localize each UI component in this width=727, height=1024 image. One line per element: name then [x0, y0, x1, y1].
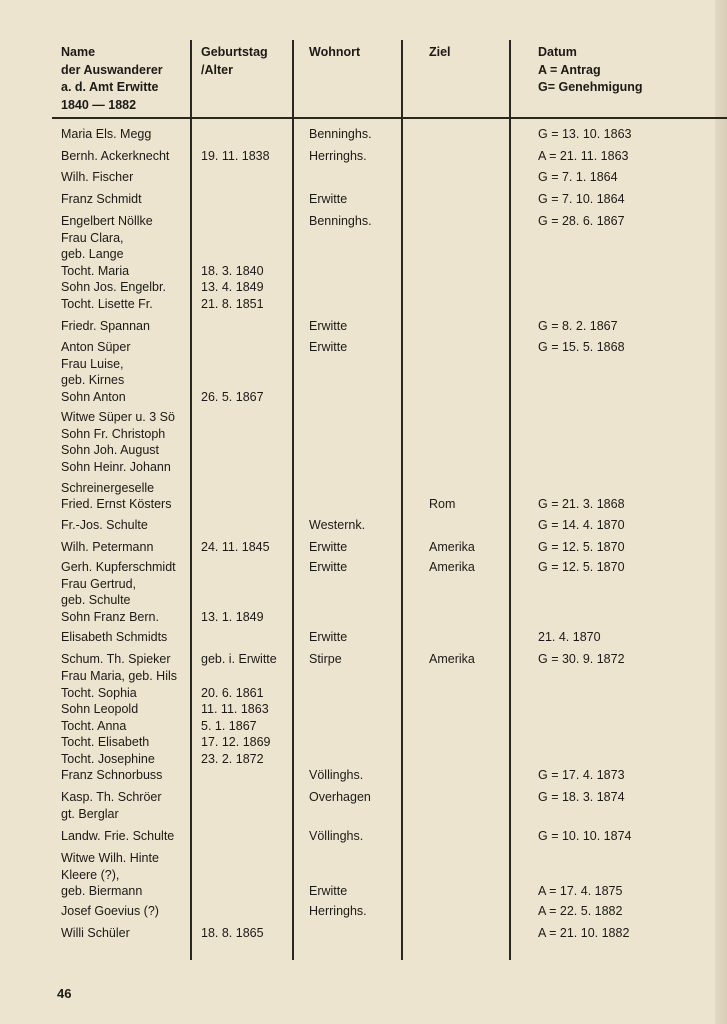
cell-datum: G = 12. 5. 1870	[538, 560, 625, 574]
cell-datum: G = 28. 6. 1867	[538, 214, 625, 228]
cell-name: Engelbert Nöllke	[61, 214, 153, 228]
cell-name: Sohn Leopold	[61, 702, 139, 716]
cell-name: Sohn Jos. Engelbr.	[61, 280, 166, 294]
cell-name: Gerh. Kupferschmidt	[61, 560, 176, 574]
cell-datum: A = 21. 10. 1882	[538, 926, 630, 940]
cell-wohnort: Erwitte	[309, 319, 348, 333]
cell-datum: G = 12. 5. 1870	[538, 540, 625, 554]
cell-name: Friedr. Spannan	[61, 319, 150, 333]
cell-wohnort: Erwitte	[309, 560, 348, 574]
cell-name: Frau Maria, geb. Hils	[61, 669, 178, 683]
cell-datum: G = 18. 3. 1874	[538, 790, 625, 804]
cell-geb: 11. 11. 1863	[201, 702, 269, 716]
cell-datum: G = 7. 1. 1864	[538, 170, 618, 184]
cell-datum: G = 8. 2. 1867	[538, 319, 618, 333]
cell-name: Tocht. Josephine	[61, 752, 155, 766]
cell-geb: 20. 6. 1861	[201, 686, 264, 700]
cell-name: Frau Luise,	[61, 357, 124, 371]
cell-geb: 21. 8. 1851	[201, 297, 264, 311]
cell-name: geb. Biermann	[61, 884, 143, 898]
cell-datum: A = 17. 4. 1875	[538, 884, 623, 898]
cell-datum: G = 7. 10. 1864	[538, 192, 625, 206]
cell-wohnort: Benninghs.	[309, 127, 372, 141]
cell-name: Maria Els. Megg	[61, 127, 152, 141]
cell-geb: 18. 3. 1840	[201, 264, 264, 278]
cell-name: Sohn Heinr. Johann	[61, 460, 171, 474]
cell-name: Bernh. Ackerknecht	[61, 149, 170, 163]
cell-name: Sohn Fr. Christoph	[61, 427, 166, 441]
cell-geb: 23. 2. 1872	[201, 752, 264, 766]
cell-name: Kasp. Th. Schröer	[61, 790, 162, 804]
cell-name: Frau Clara,	[61, 231, 124, 245]
cell-name: Elisabeth Schmidts	[61, 630, 168, 644]
cell-wohnort: Erwitte	[309, 630, 348, 644]
cell-datum: A = 21. 11. 1863	[538, 149, 629, 163]
cell-name: Tocht. Maria	[61, 264, 130, 278]
cell-wohnort: Herringhs.	[309, 904, 367, 918]
cell-name: geb. Schulte	[61, 593, 131, 607]
cell-name: Sohn Franz Bern.	[61, 610, 159, 624]
cell-wohnort: Westernk.	[309, 518, 366, 532]
cell-name: geb. Lange	[61, 247, 124, 261]
cell-name: Tocht. Elisabeth	[61, 735, 150, 749]
cell-geb: geb. i. Erwitte	[201, 652, 277, 666]
cell-name: Franz Schmidt	[61, 192, 142, 206]
cell-geb: 18. 8. 1865	[201, 926, 264, 940]
cell-wohnort: Völlinghs.	[309, 768, 364, 782]
cell-name: Frau Gertrud,	[61, 577, 137, 591]
cell-name: Tocht. Lisette Fr.	[61, 297, 153, 311]
cell-wohnort: Overhagen	[309, 790, 371, 804]
cell-wohnort: Erwitte	[309, 192, 348, 206]
cell-wohnort: Erwitte	[309, 540, 348, 554]
cell-datum: G = 21. 3. 1868	[538, 497, 625, 511]
cell-geb: 17. 12. 1869	[201, 735, 271, 749]
column-divider-1	[190, 40, 192, 960]
header-wohnort: Wohnort	[309, 45, 361, 59]
cell-geb: 5. 1. 1867	[201, 719, 257, 733]
cell-name: Fried. Ernst Kösters	[61, 497, 172, 511]
cell-ziel: Amerika	[429, 652, 475, 666]
cell-name: Landw. Frie. Schulte	[61, 829, 175, 843]
header-geburtstag: Geburtstag /Alter	[201, 45, 268, 77]
column-divider-4	[509, 40, 511, 960]
cell-name: Josef Goevius (?)	[61, 904, 159, 918]
cell-geb: 13. 1. 1849	[201, 610, 264, 624]
cell-name: Witwe Süper u. 3 Sö	[61, 410, 175, 424]
cell-geb: 24. 11. 1845	[201, 540, 270, 554]
cell-name: geb. Kirnes	[61, 373, 125, 387]
cell-wohnort: Erwitte	[309, 884, 348, 898]
cell-datum: G = 13. 10. 1863	[538, 127, 632, 141]
cell-name: Tocht. Sophia	[61, 686, 137, 700]
header-ziel: Ziel	[429, 45, 451, 59]
cell-datum: G = 30. 9. 1872	[538, 652, 625, 666]
cell-wohnort: Erwitte	[309, 340, 348, 354]
cell-datum: 21. 4. 1870	[538, 630, 601, 644]
cell-wohnort: Benninghs.	[309, 214, 372, 228]
cell-name: Fr.-Jos. Schulte	[61, 518, 148, 532]
cell-geb: 26. 5. 1867	[201, 390, 264, 404]
cell-name: Schreinergeselle	[61, 481, 155, 495]
cell-name: Sohn Joh. August	[61, 443, 159, 457]
cell-wohnort: Stirpe	[309, 652, 342, 666]
cell-name: Schum. Th. Spieker	[61, 652, 171, 666]
facing-page-edge	[715, 0, 727, 1024]
cell-datum: A = 22. 5. 1882	[538, 904, 623, 918]
column-divider-3	[401, 40, 403, 960]
header-name: Name der Auswanderer a. d. Amt Erwitte 1840 — 1882	[61, 45, 163, 112]
cell-name: Sohn Anton	[61, 390, 126, 404]
cell-name: Franz Schnorbuss	[61, 768, 163, 782]
cell-datum: G = 17. 4. 1873	[538, 768, 625, 782]
cell-name: Wilh. Fischer	[61, 170, 134, 184]
column-divider-2	[292, 40, 294, 960]
cell-ziel: Amerika	[429, 560, 475, 574]
cell-name: Anton Süper	[61, 340, 131, 354]
cell-name: Wilh. Petermann	[61, 540, 154, 554]
header-datum: Datum A = Antrag G= Genehmigung	[538, 45, 643, 94]
cell-name: Witwe Wilh. Hinte	[61, 851, 159, 865]
cell-name: Willi Schüler	[61, 926, 130, 940]
cell-wohnort: Herringhs.	[309, 149, 367, 163]
cell-wohnort: Völlinghs.	[309, 829, 364, 843]
cell-datum: G = 10. 10. 1874	[538, 829, 632, 843]
cell-datum: G = 14. 4. 1870	[538, 518, 625, 532]
header-rule	[52, 117, 727, 119]
cell-name: Kleere (?),	[61, 868, 120, 882]
cell-datum: G = 15. 5. 1868	[538, 340, 625, 354]
cell-name: gt. Berglar	[61, 807, 119, 821]
page-number: 46	[57, 986, 72, 1001]
cell-name: Tocht. Anna	[61, 719, 127, 733]
cell-geb: 13. 4. 1849	[201, 280, 264, 294]
cell-ziel: Amerika	[429, 540, 475, 554]
cell-ziel: Rom	[429, 497, 456, 511]
cell-geb: 19. 11. 1838	[201, 149, 270, 163]
